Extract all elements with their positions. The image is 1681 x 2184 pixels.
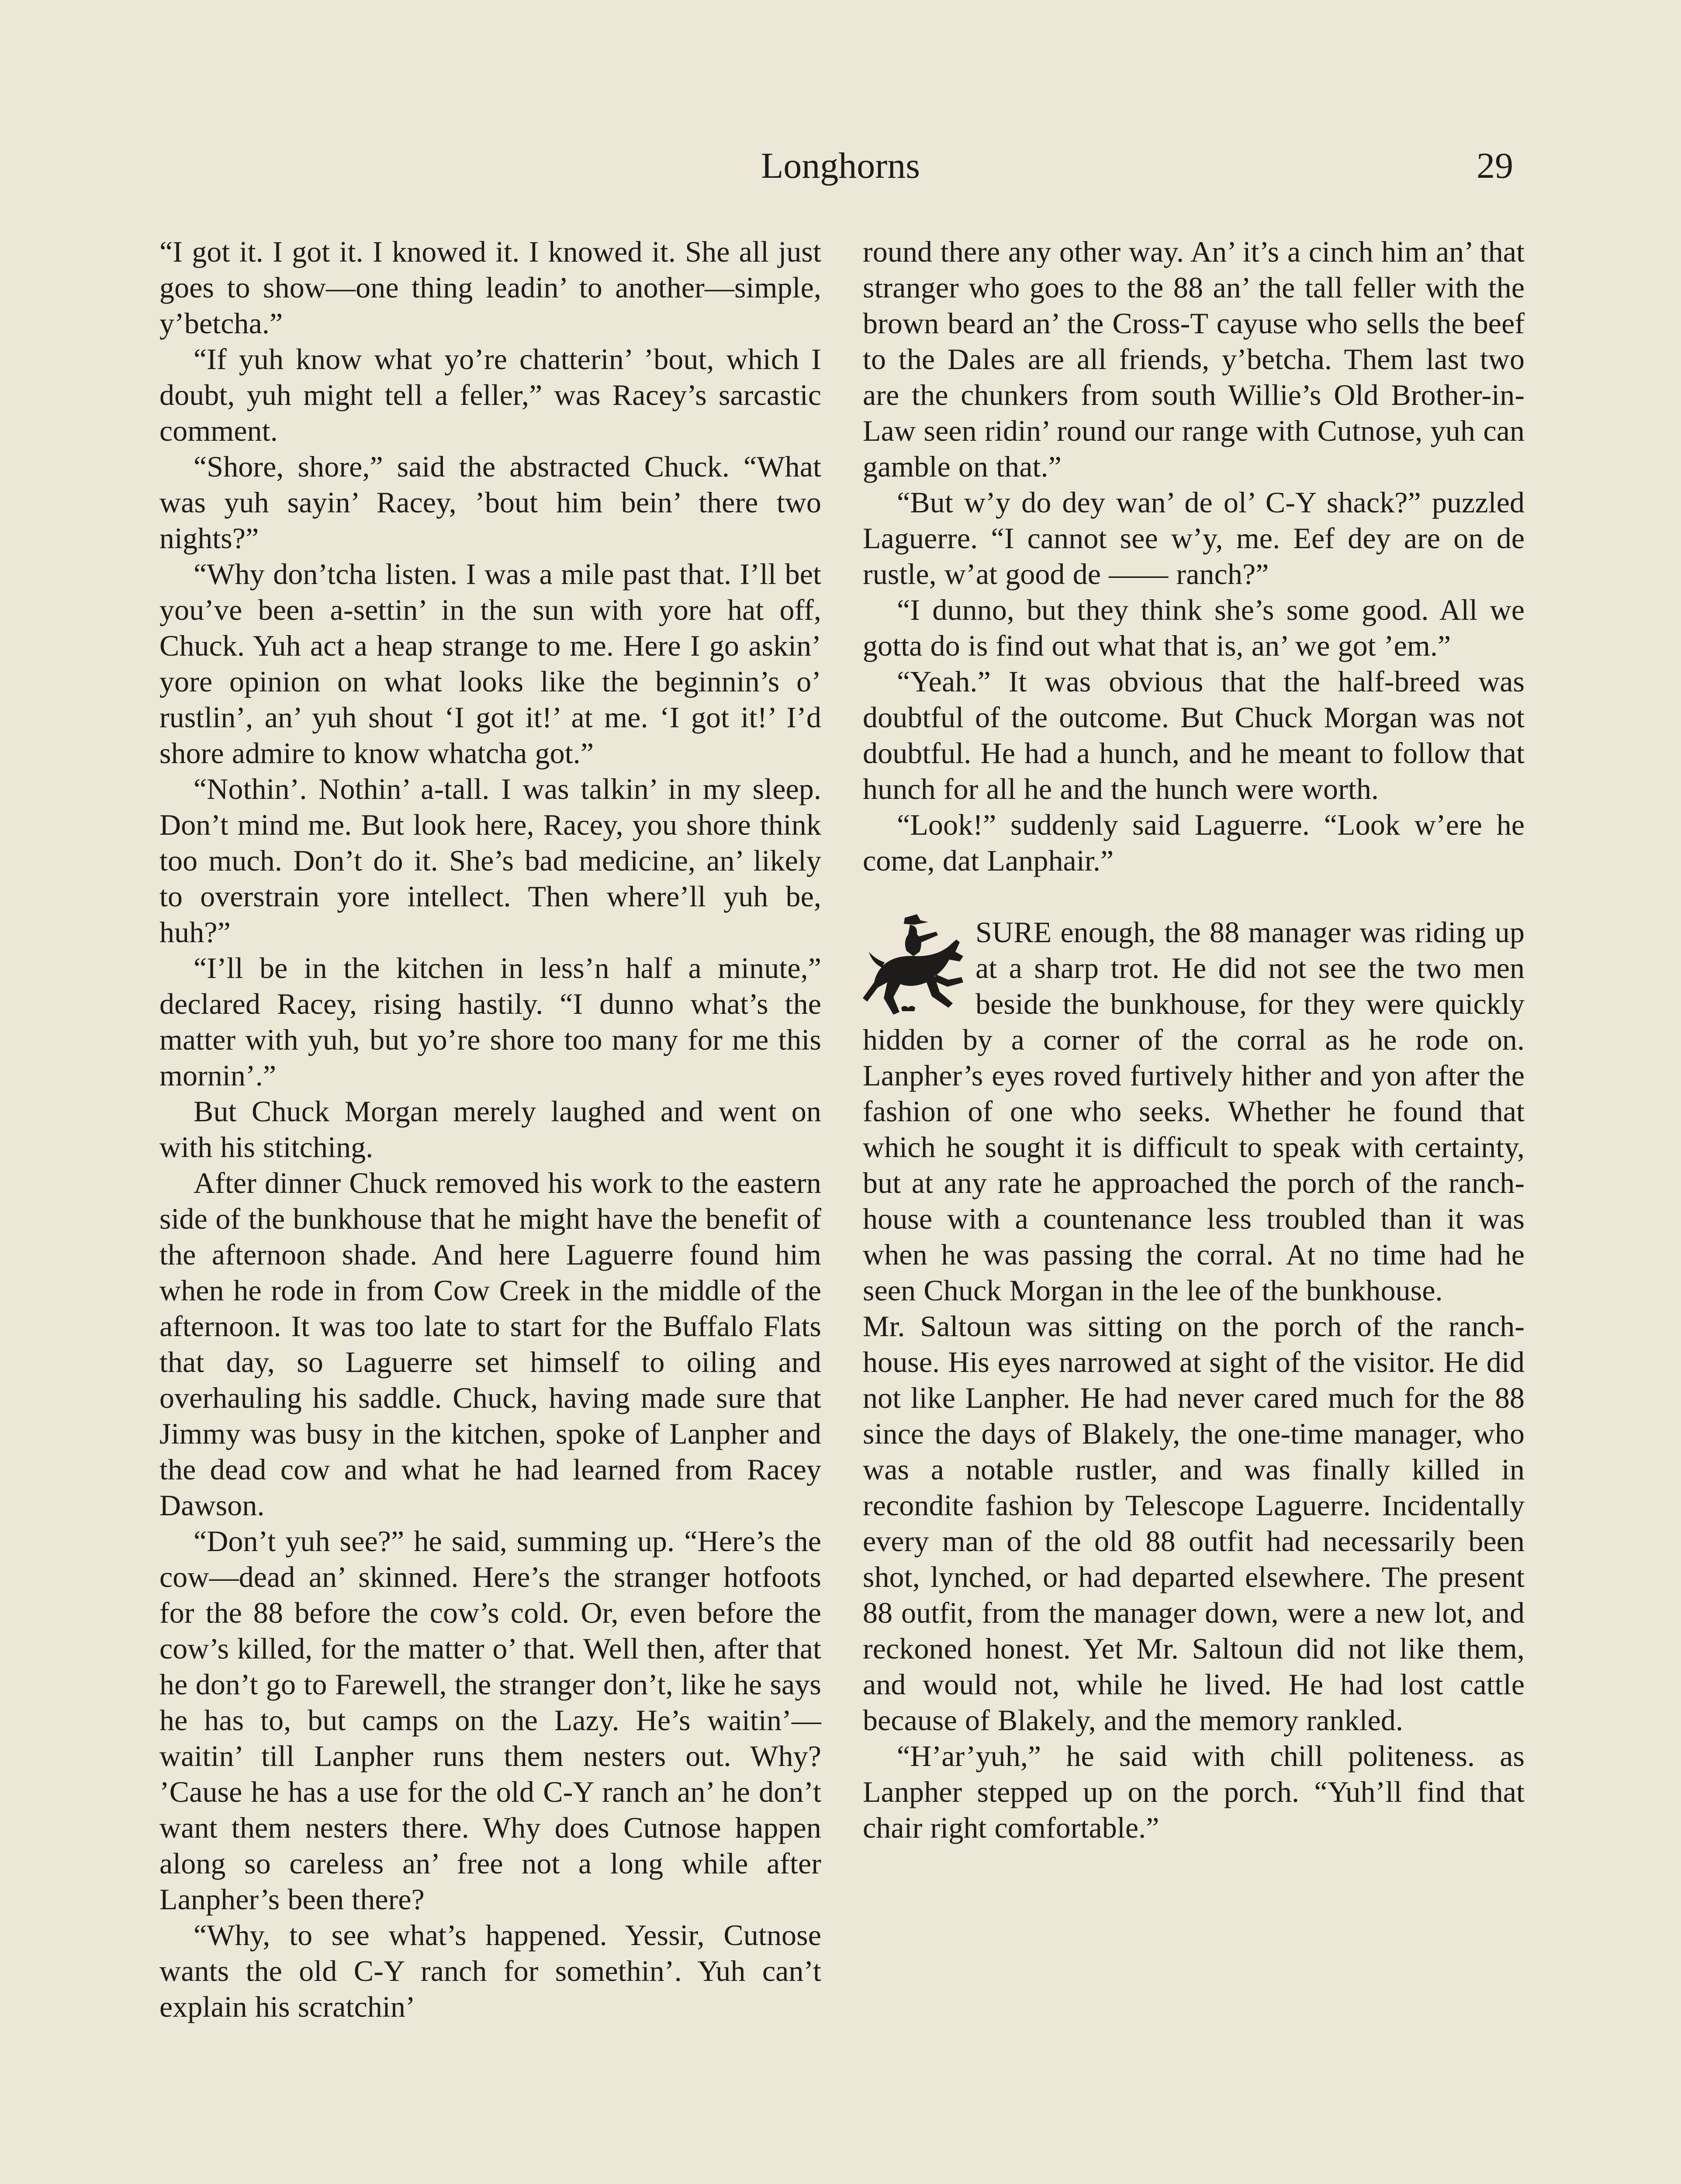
paragraph: “H’ar’yuh,” he said with chill politeness. as Lanpher stepped up on the porch. “Yuh’ll find that chair right comfortable.” [863,1739,1525,1844]
paragraph: “I dunno, but they think she’s some good. All we gotta do is find out what that is, an’ we got ’em.” [863,593,1525,662]
paragraph: “Why, to see what’s happened. Yessir, Cutnose wants the old C-Y ranch for somethin’. Yuh can’t explain his scratchin’ [159,1918,821,2023]
paragraph: “Yeah.” It was obvious that the half-breed was doubtful of the outcome. But Chuck Morgan was not doubtful. He had a hunch, and he meant to follow that hunch for all he and the hunch were worth. [863,665,1525,805]
paragraph: “If yuh know what yo’re chatterin’ ’bout, which I doubt, yuh might tell a feller,” was Racey’s sarcastic comment. [159,342,821,447]
paragraph: “Don’t yuh see?” he said, summing up. “Here’s the cow—dead an’ skinned. Here’s the stranger hotfoots for the 88 before the cow’s cold. Or, even before the cow’s killed, for the matter o’ that. Well then, after that he don’t go to Farewell, the stranger don’t, like he says he has to, but camps on the Lazy. He’s waitin’—waitin’ till Lanpher runs them nesters out. Why? ’Cause he has a use for the old C-Y ranch an’ he don’t want them nesters there. Why does Cutnose happen along so careless an’ free not a long while after Lanpher’s been there? [159,1524,821,1916]
paragraph: “I got it. I got it. I knowed it. I knowed it. She all just goes to show—one thing leadin’ to another—simple, y’betcha.” [159,235,821,340]
section-break [863,878,1525,914]
paragraph: “I’ll be in the kitchen in less’n half a minute,” declared Racey, rising hastily. “I dunno what’s the matter with yuh, but yo’re shore too many for me this mornin’.” [159,951,821,1092]
paragraph: After dinner Chuck removed his work to the eastern side of the bunkhouse that he might have the benefit of the afternoon shade. And here Laguerre found him when he rode in from Cow Creek in the middle of the afternoon. It was too late to start for the Buffalo Flats that day, so Laguerre set himself to oiling and overhauling his saddle. Chuck, having made sure that Jimmy was busy in the kitchen, spoke of Lanpher and the dead cow and what he had learned from Racey Dawson. [159,1166,821,1522]
running-head: Longhorns [761,145,920,186]
paragraph: “Why don’tcha listen. I was a mile past that. I’ll bet you’ve been a-settin’ in the sun with yore hat off, Chuck. Yuh act a heap strange to me. Here I go askin’ yore opinion on what looks like the beginnin’s o’ rustlin’, an’ yuh shout ‘I got it!’ at me. ‘I got it!’ I’d shore admire to know whatcha got.” [159,557,821,770]
paragraph: Mr. Saltoun was sitting on the porch of the ranch-house. His eyes narrowed at sight of the visitor. He did not like Lanpher. He had never cared much for the 88 since the days of Blakely, the one-time manager, who was a notable rustler, and was finally killed in recondite fashion by Telescope Laguerre. Incidentally every man of the old 88 outfit had necessarily been shot, lynched, or had departed elsewhere. The present 88 outfit, from the manager down, were a new lot, and reckoned honest. Yet Mr. Saltoun did not like them, and would not, while he lived. He had lost cattle because of Blakely, and the memory rankled. [863,1310,1525,1737]
horse-rider-icon [863,914,968,1022]
paragraph: “Shore, shore,” said the abstracted Chuck. “What was yuh sayin’ Racey, ’bout him bein’ there two nights?” [159,450,821,555]
right-column [863,234,1525,2184]
section-opening [863,914,1525,1308]
paragraph: SURE enough, the 88 manager was riding up at a sharp trot. He did not see the two men beside the bunkhouse, for they were quickly hidden by a corner of the corral as he rode on. Lanpher’s eyes roved furtively hither and yon after the fashion of one who seeks. Whether he found that which he sought it is difficult to speak with certainty, but at any rate he approached the porch of the ranch-house with a countenance less troubled than it was when he was passing the corral. At no time had he seen Chuck Morgan in the lee of the bunkhouse. [863,916,1525,1307]
page-number: 29 [1477,145,1513,186]
left-column [159,234,821,2184]
paragraph: “Look!” suddenly said Laguerre. “Look w’ere he come, dat Lanphair.” [863,808,1525,877]
paragraph: “Nothin’. Nothin’ a-tall. I was talkin’ in my sleep. Don’t mind me. But look here, Racey, you shore think too much. Don’t do it. She’s bad medicine, an’ likely to overstrain yore intellect. Then where’ll yuh be, huh?” [159,772,821,949]
paragraph: “But w’y do dey wan’ de ol’ C-Y shack?” puzzled Laguerre. “I cannot see w’y, me. Eef dey are on de rustle, w’at good de —— ranch?” [863,486,1525,591]
paragraph: round there any other way. An’ it’s a cinch him an’ that stranger who goes to the 88 an’ the tall feller with the brown beard an’ the Cross-T cayuse who sells the beef to the Dales are all friends, y’betcha. Them last two are the chunkers from south Willie’s Old Brother-in-Law seen ridin’ round our range with Cutnose, yuh can gamble on that.” [863,235,1525,483]
paragraph: But Chuck Morgan merely laughed and went on with his stitching. [159,1095,821,1164]
